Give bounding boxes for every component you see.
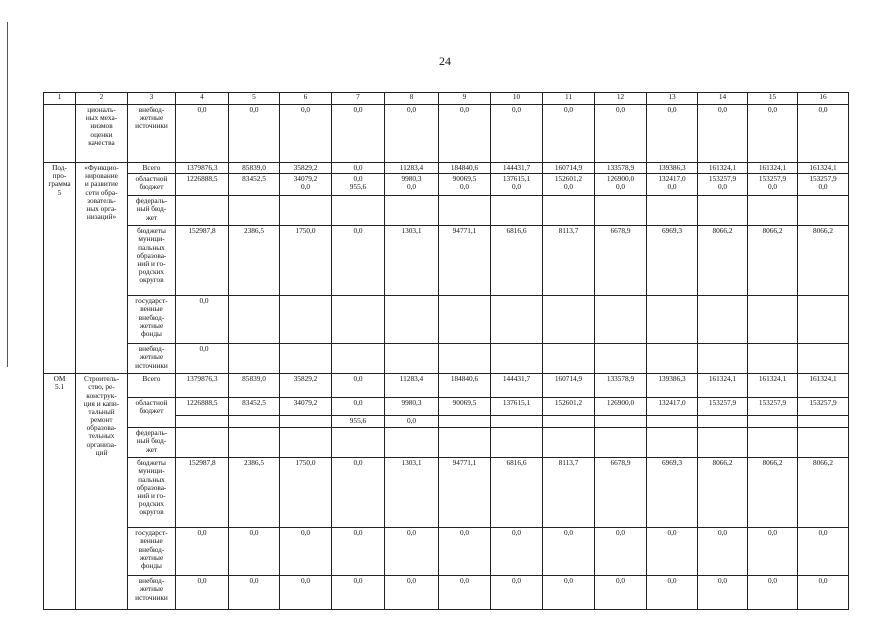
value-cell: 6678,9 [595,458,647,528]
value-cell: 0,0 [439,528,491,576]
value-cell: 184840,6 [439,374,491,398]
empty-cell [385,344,439,374]
column-number: 4 [176,93,229,105]
value-cell: 137615,1 [491,398,543,416]
regional-value-secondary: 955,6 [349,182,367,192]
column-number: 14 [698,93,748,105]
value-cell: 8066,2 [798,226,849,296]
value-cell: 6969,3 [647,226,698,296]
value-cell: 153257,9 [798,398,849,416]
empty-cell [543,296,595,344]
value-cell [595,174,647,196]
value-cell: 0,0 [332,163,385,174]
item-name: «Функцио- нирование и развитие сети обра- зователь- ных орга- низаций» [76,163,128,374]
regional-value-secondary: 0,0 [406,182,417,192]
value-cell: 0,0 [176,105,229,163]
empty-cell [543,416,595,428]
column-number: 11 [543,93,595,105]
value-cell: 0,0 [176,576,229,610]
value-cell: 152601,2 [543,398,595,416]
value-cell: 8066,2 [748,458,798,528]
value-cell: 0,0 [748,105,798,163]
empty-cell [748,344,798,374]
value-cell [280,174,332,196]
empty-cell [595,296,647,344]
empty-cell [647,196,698,226]
value-cell: 0,0 [491,528,543,576]
source-label: федераль- ный бюд- жет [128,428,176,458]
regional-value-secondary: 0,0 [459,182,470,192]
value-cell: 0,0 [595,528,647,576]
value-cell: 144431,7 [491,163,543,174]
value-cell: 0,0 [229,528,280,576]
empty-cell [332,344,385,374]
value-cell: 8066,2 [698,226,748,296]
empty-cell [647,428,698,458]
value-cell: 34079,2 [280,398,332,416]
sub5-state-funds-row [44,296,849,344]
empty-cell [280,416,332,428]
value-cell: 0,0 [332,458,385,528]
value-cell: 0,0 [543,528,595,576]
column-number: 5 [229,93,280,105]
value-cell: 161324,1 [798,163,849,174]
value-cell: 0,0 [798,576,849,610]
regional-value: 83452,5 [242,174,266,184]
value-cell: 160714,9 [543,374,595,398]
empty-cell [647,416,698,428]
scan-edge-line [7,22,8,367]
empty-cell [229,296,280,344]
value-cell: 2386,5 [229,458,280,528]
empty-cell [698,196,748,226]
regional-value: 137615,1 [502,174,531,184]
value-cell: 0,0 [798,105,849,163]
value-cell [176,174,229,196]
value-cell [229,174,280,196]
value-cell: 153257,9 [748,398,798,416]
value-cell: 2386,5 [229,226,280,296]
value-cell [491,174,543,196]
om51-state-funds-row [44,528,849,576]
empty-cell [332,296,385,344]
empty-cell [595,428,647,458]
regional-value: 152601,2 [554,174,583,184]
value-cell: 1379876,3 [176,374,229,398]
value-cell: 0,0 [543,105,595,163]
value-cell: 6816,6 [491,226,543,296]
value-cell: 94771,1 [439,458,491,528]
value-cell: 955,6 [332,416,385,428]
value-cell: 35829,2 [280,163,332,174]
source-label: внебюд- жетные источники [128,344,176,374]
value-cell: 6969,3 [647,458,698,528]
value-cell: 161324,1 [748,163,798,174]
empty-cell [280,196,332,226]
value-cell: 0,0 [332,374,385,398]
value-cell: 85839,0 [229,374,280,398]
value-cell: 0,0 [385,416,439,428]
sub5-total-row [44,163,849,174]
value-cell: 0,0 [229,105,280,163]
empty-cell [229,416,280,428]
sub5-regional-row [44,174,849,196]
value-cell: 0,0 [698,576,748,610]
column-number: 1 [44,93,76,105]
value-cell [385,174,439,196]
column-number: 9 [439,93,491,105]
empty-cell [439,428,491,458]
source-label: областной бюджет [128,174,176,196]
regional-value: 153257,9 [708,174,737,184]
value-cell: 161324,1 [698,374,748,398]
empty-cell [698,344,748,374]
value-cell: 144431,7 [491,374,543,398]
value-cell [647,174,698,196]
empty-cell [543,196,595,226]
empty-cell [229,196,280,226]
regional-value-secondary: 0,0 [767,182,778,192]
empty-cell [647,344,698,374]
sub5-extra-budget-row [44,344,849,374]
value-cell: 0,0 [647,105,698,163]
column-number: 2 [76,93,128,105]
regional-value-secondary: 0,0 [300,182,311,192]
empty-cell [595,196,647,226]
value-cell: 83452,5 [229,398,280,416]
empty-cell [439,344,491,374]
value-cell: 94771,1 [439,226,491,296]
regional-value: 1226888,5 [186,174,218,184]
regional-value: 126900,0 [606,174,635,184]
empty-cell [439,296,491,344]
value-cell: 0,0 [176,344,229,374]
value-cell [439,174,491,196]
item-name: Строитель- ство, ре- конструк- ция и капи- тальный ремонт образова- тельных организа- ций [76,374,128,610]
empty-cell [798,344,849,374]
source-label: Всего [128,374,176,398]
empty-cell [491,196,543,226]
regional-value-secondary: 0,0 [563,182,574,192]
source-label: бюджеты муници- пальных образова- ний и го- родских округов [128,226,176,296]
value-cell: 35829,2 [280,374,332,398]
value-cell: 153257,9 [698,398,748,416]
value-cell: 0,0 [491,105,543,163]
empty-cell [280,428,332,458]
regional-value-secondary: 0,0 [615,182,626,192]
value-cell: 152987,8 [176,226,229,296]
value-cell: 0,0 [647,528,698,576]
regional-value-secondary: 0,0 [667,182,677,192]
value-cell: 6816,6 [491,458,543,528]
om51-municipal-row [44,458,849,528]
om51-federal-row [44,428,849,458]
column-number: 3 [128,93,176,105]
empty-cell [491,416,543,428]
value-cell: 0,0 [332,398,385,416]
column-number: 12 [595,93,647,105]
regional-value: 153257,9 [809,174,837,184]
regional-value: 0,0 [353,174,363,184]
value-cell: 0,0 [385,576,439,610]
column-number: 7 [332,93,385,105]
value-cell: 0,0 [385,105,439,163]
value-cell: 8066,2 [798,458,849,528]
value-cell: 0,0 [176,528,229,576]
sub5-municipal-row [44,226,849,296]
value-cell: 0,0 [332,576,385,610]
value-cell: 9980,3 [385,398,439,416]
value-cell: 161324,1 [698,163,748,174]
value-cell: 0,0 [439,105,491,163]
continuation-row [44,105,849,163]
value-cell: 11283,4 [385,163,439,174]
column-number: 15 [748,93,798,105]
empty-cell [385,428,439,458]
empty-cell [595,344,647,374]
empty-cell [491,428,543,458]
empty-cell [698,416,748,428]
empty-cell [44,105,76,163]
empty-cell [332,196,385,226]
empty-cell [748,416,798,428]
regional-value: 9980,3 [401,174,422,184]
empty-cell [385,296,439,344]
value-cell: 0,0 [332,105,385,163]
value-cell: 1750,0 [280,226,332,296]
empty-cell [229,428,280,458]
value-cell: 0,0 [595,105,647,163]
empty-cell [798,428,849,458]
value-cell: 8066,2 [698,458,748,528]
empty-cell [595,416,647,428]
value-cell: 0,0 [332,226,385,296]
om51-total-row [44,374,849,398]
regional-value-secondary: 0,0 [717,182,728,192]
empty-cell [798,416,849,428]
value-cell: 1750,0 [280,458,332,528]
value-cell: 90069,5 [439,398,491,416]
value-cell: 152987,8 [176,458,229,528]
value-cell: 132417,0 [647,398,698,416]
empty-cell [698,296,748,344]
empty-cell [176,196,229,226]
value-cell: 0,0 [748,576,798,610]
empty-cell [798,296,849,344]
value-cell: 133578,9 [595,163,647,174]
value-cell: 0,0 [176,296,229,344]
value-cell: 8113,7 [543,458,595,528]
empty-cell [176,416,229,428]
value-cell: 0,0 [229,576,280,610]
value-cell: 8113,7 [543,226,595,296]
column-number: 6 [280,93,332,105]
item-code: Под- про- грамма 5 [44,163,76,374]
empty-cell [748,296,798,344]
empty-cell [543,344,595,374]
value-cell: 0,0 [439,576,491,610]
source-label: Всего [128,163,176,174]
value-cell: 0,0 [748,528,798,576]
item-name: ционалъ- ных меха- низмов оценки качества [76,105,128,163]
value-cell: 1379876,3 [176,163,229,174]
empty-cell [748,428,798,458]
value-cell: 0,0 [332,528,385,576]
value-cell: 139386,3 [647,163,698,174]
value-cell: 126900,0 [595,398,647,416]
value-cell: 0,0 [280,528,332,576]
empty-cell [439,416,491,428]
om51-regional-row [44,398,849,416]
value-cell: 0,0 [491,576,543,610]
source-label: бюджеты муници- пальных образова- ний и го- родских округов [128,458,176,528]
value-cell: 139386,3 [647,374,698,398]
regional-value-secondary: 0,0 [511,182,522,192]
value-cell: 85839,0 [229,163,280,174]
header-row [44,93,849,105]
item-code: ОМ 5.1 [44,374,76,610]
regional-value: 132417,0 [658,174,686,184]
value-cell: 161324,1 [798,374,849,398]
empty-cell [280,344,332,374]
regional-value: 90069,5 [452,174,477,184]
empty-cell [176,428,229,458]
value-cell: 1303,1 [385,458,439,528]
value-cell: 0,0 [698,105,748,163]
value-cell [332,174,385,196]
empty-cell [491,344,543,374]
value-cell: 0,0 [280,105,332,163]
value-cell: 0,0 [280,576,332,610]
value-cell: 0,0 [647,576,698,610]
value-cell: 133578,9 [595,374,647,398]
value-cell: 160714,9 [543,163,595,174]
regional-value: 34079,2 [293,174,318,184]
column-number: 8 [385,93,439,105]
regional-value-secondary: 0,0 [818,182,828,192]
value-cell: 0,0 [595,576,647,610]
column-number: 16 [798,93,849,105]
value-cell: 11283,4 [385,374,439,398]
empty-cell [439,196,491,226]
empty-cell [491,296,543,344]
page-number: 24 [439,54,451,68]
value-cell: 161324,1 [748,374,798,398]
source-label: федераль- ный бюд- жет [128,196,176,226]
sub5-federal-row [44,196,849,226]
empty-cell [748,196,798,226]
source-label: государст- венные внебюд- жетные фонды [128,528,176,576]
column-number: 13 [647,93,698,105]
value-cell: 1303,1 [385,226,439,296]
source-label: внебюд- жетные источники [128,105,176,163]
empty-cell [698,428,748,458]
value-cell: 6678,9 [595,226,647,296]
column-number: 10 [491,93,543,105]
value-cell: 0,0 [385,528,439,576]
value-cell: 0,0 [543,576,595,610]
empty-cell [280,296,332,344]
empty-cell [332,428,385,458]
budget-table [43,92,849,610]
source-label: государст- венные внебюд- жетные фонды [128,296,176,344]
value-cell: 184840,6 [439,163,491,174]
empty-cell [543,428,595,458]
empty-cell [385,196,439,226]
empty-cell [229,344,280,374]
value-cell: 8066,2 [748,226,798,296]
source-label: внебюд- жетные источники [128,576,176,610]
value-cell [748,174,798,196]
empty-cell [647,296,698,344]
value-cell: 0,0 [698,528,748,576]
empty-cell [798,196,849,226]
value-cell: 0,0 [798,528,849,576]
value-cell [698,174,748,196]
regional-value: 153257,9 [758,174,787,184]
om51-extra-budget-row [44,576,849,610]
value-cell [798,174,849,196]
value-cell: 1226888,5 [176,398,229,416]
value-cell [543,174,595,196]
source-label: областной бюджет [128,398,176,428]
